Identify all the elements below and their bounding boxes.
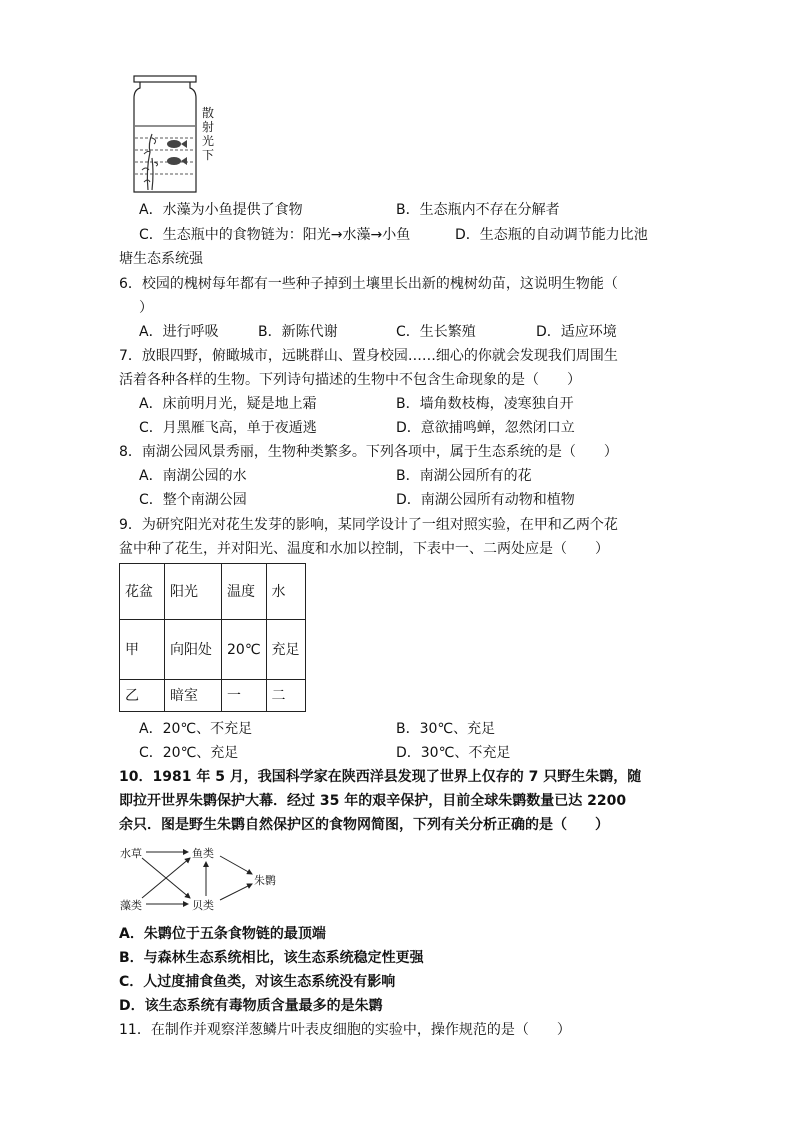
q10-stem-continued-1: 即拉开世界朱鹮保护大幕．经过 35 年的艰辛保护，目前全球朱鹮数量已达 2200 [119,793,627,809]
q6-stem: 6．校园的槐树每年都有一些种子掉到土壤里长出新的槐树幼苗，这说明生物能（ [119,276,618,292]
q8-option-d: D．南湖公园所有动物和植物 [396,492,575,508]
q9-option-d: D．30℃、不充足 [396,745,511,761]
q10-option-d: D．该生态系统有毒物质含量最多的是朱鹮 [119,998,383,1014]
table-cell: 向阳处 [165,620,222,680]
q5-option-a: A．水藻为小鱼提供了食物 [139,202,303,218]
light-label-char: 下 [202,148,215,162]
q7-option-d: D．意欲捕鸣蝉，忽然闭口立 [396,420,575,436]
q11-stem: 11．在制作并观察洋葱鳞片叶表皮细胞的实验中，操作规范的是（ ） [119,1022,571,1038]
q10-option-c: C．人过度捕食鱼类，对该生态系统没有影响 [119,974,396,990]
table-cell: 乙 [120,680,165,712]
light-label-char: 散 [202,106,215,120]
node-water-plant: 水草 [120,847,142,860]
q6-option-d: D．适应环境 [536,324,617,340]
q8-option-b: B．南湖公园所有的花 [396,468,532,484]
q10-option-b: B．与森林生态系统相比，该生态系统稳定性更强 [119,950,424,966]
q5-option-c: C．生态瓶中的食物链为：阳光→水藻→小鱼 [139,227,411,243]
q8-stem: 8．南湖公园风景秀丽，生物种类繁多。下列各项中，属于生态系统的是（ ） [119,444,618,460]
table-header-cell: 阳光 [165,564,222,620]
q6-option-b: B．新陈代谢 [258,324,338,340]
q8-option-a: A．南湖公园的水 [139,468,247,484]
food-web-diagram [120,842,300,914]
table-header-cell: 温度 [222,564,267,620]
table-cell: 暗室 [165,680,222,712]
q10-stem-continued-2: 余只．图是野生朱鹮自然保护区的食物网简图，下列有关分析正确的是（ ） [119,817,609,833]
q5-option-b: B．生态瓶内不存在分解者 [396,202,560,218]
q9-option-b: B．30℃、充足 [396,721,496,737]
table-cell: 二 [266,680,305,712]
table-row [120,620,306,680]
table-cell: 20℃ [222,620,267,680]
q7-option-c: C．月黑雁飞高，单于夜遁逃 [139,420,317,436]
table-row [120,680,306,712]
q10-stem: 10．1981 年 5 月，我国科学家在陕西洋县发现了世界上仅存的 7 只野生朱鹮，随 [119,769,642,785]
node-crested-ibis: 朱鹮 [254,874,276,887]
q10-option-a: A．朱鹮位于五条食物链的最顶端 [119,926,326,942]
node-shellfish: 贝类 [192,899,214,912]
q9-stem-continued: 盆中种了花生，并对阳光、温度和水加以控制，下表中一、二两处应是（ ） [119,541,609,557]
table-cell: 充足 [266,620,305,680]
light-label [202,106,216,162]
q7-option-b: B．墙角数枝梅，凌寒独自开 [396,396,574,412]
q7-option-a: A．床前明月光，疑是地上霜 [139,396,317,412]
q7-stem-continued: 活着各种各样的生物。下列诗句描述的生物中不包含生命现象的是（ ） [119,372,581,388]
q8-option-c: C．整个南湖公园 [139,492,247,508]
q5-option-d: D．生态瓶的自动调节能力比池 [455,227,648,243]
fish-icon [167,157,187,165]
table-header-row [120,564,306,620]
fish-icon [167,140,187,148]
table-header-cell: 花盆 [120,564,165,620]
q5-option-d-continued: 塘生态系统强 [119,251,203,267]
q6-option-a: A．进行呼吸 [139,324,219,340]
experiment-table [119,563,306,712]
node-algae: 藻类 [120,899,142,912]
ecological-jar-figure [130,74,220,196]
q9-option-c: C．20℃、充足 [139,745,239,761]
q9-stem: 9．为研究阳光对花生发芽的影响，某同学设计了一组对照实验，在甲和乙两个花 [119,517,618,533]
light-label-char: 光 [202,134,215,148]
light-label-char: 射 [202,120,215,134]
q6-option-c: C．生长繁殖 [396,324,476,340]
q7-stem: 7．放眼四野，俯瞰城市，远眺群山、置身校园……细心的你就会发现我们周围生 [119,348,618,364]
node-fish: 鱼类 [192,847,214,860]
table-cell: 一 [222,680,267,712]
table-header-cell: 水 [266,564,305,620]
q6-stem-continued: ） [139,300,153,316]
table-cell: 甲 [120,620,165,680]
q9-option-a: A．20℃、不充足 [139,721,253,737]
